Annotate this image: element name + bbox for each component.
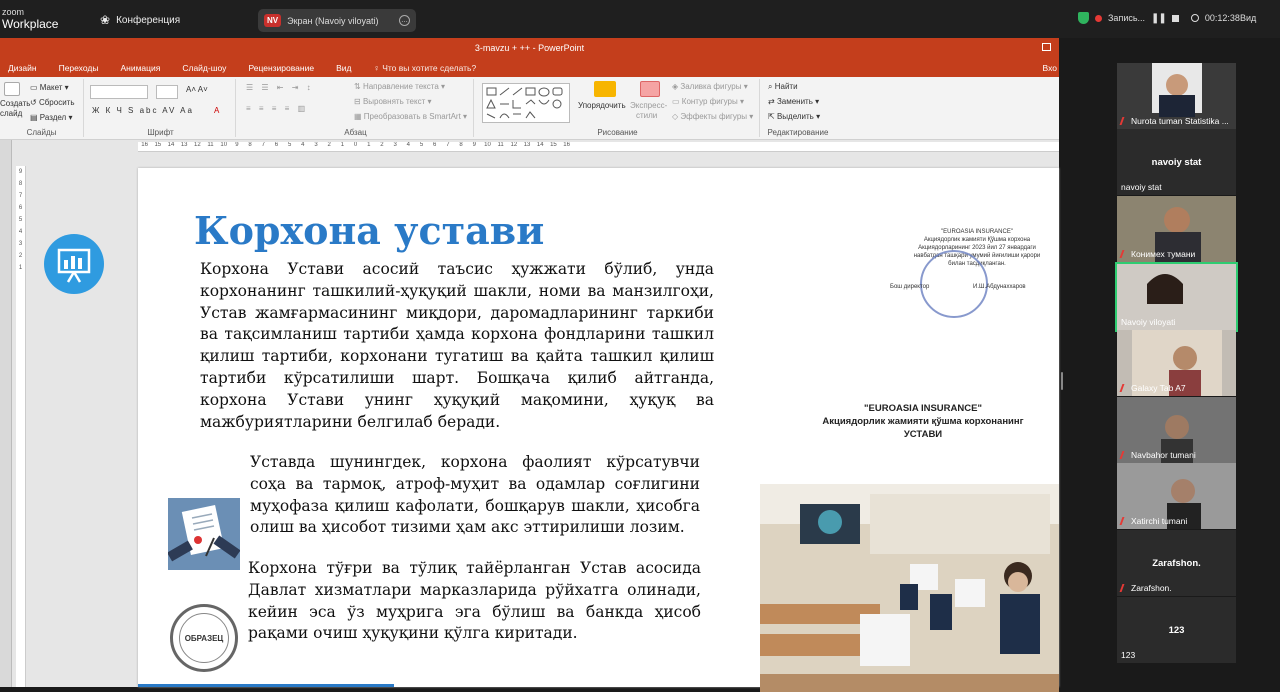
search-icon: ⌕: [768, 82, 773, 91]
mic-muted-icon: [1120, 117, 1130, 125]
tab-slideshow[interactable]: Слайд-шоу: [182, 62, 227, 73]
paragraph-group: [238, 79, 474, 137]
font-group-label: Шрифт: [147, 128, 174, 137]
presentation-board-icon: [44, 234, 104, 294]
slide-paragraph-1: Корхона Устави асосий таъсис ҳужжати бўлиб, унда корхонанинг ташкилий-ҳуқуқий шакли, номи ва манзилгоҳи, Устав жамғармасининг миқдори, даромадларининг таркиби ва тақсимланиш тартиби ҳамда корхона фондларини ташкил қилиш тартиби, корхонани тугатиш ва қайта ташкил қилиш тартиби кўрсатилиши шарт. Бошқача қилиб айтганда, корхона Устави унинг ҳуқуқий мақомини, ҳуқуқ ва мажбуриятларини белгилаб беради.: [200, 260, 714, 431]
recording-status: [1078, 12, 1240, 24]
slide-title: Корхона устави: [194, 208, 545, 253]
share-avatar: NV: [264, 14, 281, 27]
horizontal-ruler: 16 15 14 13 12 11 10 9 8 7 6 5 4 3 2 1 0 1 2 3 4 5 6 7 8 9 10 11 12 13 14 15 16: [138, 142, 1059, 152]
paw-icon: ❀: [100, 13, 111, 27]
slide-thumbnails-pane[interactable]: [0, 140, 12, 687]
zoom-logo: [2, 6, 58, 30]
view-button[interactable]: Вид: [1240, 13, 1257, 23]
mic-muted-icon: [1120, 517, 1130, 525]
tab-transitions[interactable]: Переходы: [58, 62, 99, 73]
record-label: Запись...: [1108, 13, 1146, 23]
align-text-button[interactable]: ⊟ Выровнять текст ▾: [354, 97, 432, 106]
mic-muted-icon: [1120, 451, 1130, 459]
mic-muted-icon: [1120, 584, 1130, 592]
shape-outline-button[interactable]: ▭ Контур фигуры ▾: [672, 97, 744, 106]
powerpoint-window: [0, 38, 1059, 687]
font-color-icon[interactable]: A: [214, 106, 220, 115]
quick-styles-label-1[interactable]: Экспресс-: [630, 101, 668, 110]
participant-name-large: navoiy stat: [1151, 157, 1202, 168]
participant-name: Xatirchi tumani: [1121, 516, 1187, 526]
slides-group-label: Слайды: [26, 128, 57, 137]
layout-button[interactable]: ▭ Макет ▾: [30, 83, 69, 92]
contract-illustration: [168, 498, 240, 570]
participant-name: Nurota tuman Statistika ...: [1121, 116, 1229, 126]
sample-stamp-image: [170, 604, 238, 672]
conference-menu[interactable]: [100, 13, 180, 27]
slides-group: [0, 79, 84, 137]
office-illustration: [760, 484, 1059, 692]
ribbon: [0, 77, 1059, 140]
participant-name: Galaxy Tab A7: [1121, 383, 1186, 393]
window-title: 3-mavzu + ++ - PowerPoint: [474, 43, 585, 53]
participant-tile[interactable]: [1117, 129, 1236, 195]
slide-paragraph-3: Корхона тўғри ва тўлиқ тайёрланган Устав асосида Давлат хизматлари марказларида рўйхатга олинади, кейин эса ўз муҳрига эга бўлиш ва банкда ҳисоб рақами очиш ҳуқуқини қўлга киритади.: [248, 559, 701, 643]
participant-name-large: Zarafshon.: [1152, 558, 1201, 569]
zoom-top-bar: [0, 0, 1280, 38]
participant-tile[interactable]: [1117, 63, 1236, 129]
arrange-button[interactable]: Упорядочить: [578, 101, 626, 110]
grow-font-icon[interactable]: A˄ A˅: [186, 85, 208, 94]
more-icon[interactable]: …: [401, 17, 408, 24]
participant-tile[interactable]: [1117, 597, 1236, 663]
restore-icon[interactable]: [1042, 43, 1051, 51]
new-slide-label[interactable]: Создать: [0, 99, 31, 108]
participant-tile[interactable]: [1117, 397, 1236, 463]
participant-tile[interactable]: [1117, 530, 1236, 596]
participant-name: Zarafshon.: [1121, 583, 1172, 593]
mic-muted-icon: [1120, 384, 1130, 392]
charter-caption: "EUROASIA INSURANCE" Акциядорлик жамияти қўшма корхонанинг УСТАВИ: [822, 403, 1024, 440]
participant-name: 123: [1121, 650, 1136, 660]
slide-paragraph-2: Уставда шунингдек, корхона фаолият кўрсатувчи соҳа ва тармоқ, атроф-муҳит ва одамлар соғлигини муҳофаза қилиш кафолати, бошқарув шакли, ҳисобга олиш ва ҳисобот тизими ҳам акс эттирилиши лозим.: [250, 453, 700, 537]
zoom-logo-line1: zoom: [2, 7, 25, 17]
participant-name: Конимех тумани: [1121, 249, 1195, 259]
zoom-logo-line2: Workplace: [2, 17, 59, 31]
new-slide-label-2[interactable]: слайд: [0, 109, 23, 118]
participant-tile[interactable]: [1117, 196, 1236, 262]
shape-effects-button[interactable]: ◇ Эффекты фигуры ▾: [672, 112, 754, 121]
contract-signing-image: [168, 498, 240, 570]
shield-icon: [1078, 12, 1089, 24]
reset-button[interactable]: ↺ Сбросить: [30, 98, 75, 107]
stop-icon[interactable]: [1172, 15, 1179, 22]
slide-canvas[interactable]: [138, 168, 1059, 687]
list-buttons[interactable]: ☰ ☰ ⇤ ⇥ ↕: [246, 83, 314, 92]
participant-name: Navbahor tumani: [1121, 450, 1196, 460]
presentation-icon: [44, 234, 104, 294]
find-button[interactable]: ⌕ Найти: [768, 82, 798, 91]
drawing-group: [476, 79, 760, 137]
replace-button[interactable]: ⇄ Заменить ▾: [768, 97, 820, 106]
stamp-label: ОБРАЗЕЦ: [184, 633, 224, 643]
conference-label: Конференция: [116, 14, 181, 26]
charter-approval-text: "EUROASIA INSURANCE" Акциядорлик жамияти Қўшма корхона Акциядорларининг 2023 йил 27 январдаги навбатдан ташқари умумий йиғилиши қарори билан тасдиқланган.: [913, 229, 1041, 267]
mic-muted-icon: [1120, 250, 1130, 258]
tab-view[interactable]: Вид: [336, 62, 352, 73]
paragraph-group-label: Абзац: [344, 128, 367, 137]
font-family-select[interactable]: [90, 85, 148, 99]
shape-fill-button[interactable]: ◈ Заливка фигуры ▾: [672, 82, 748, 91]
participant-tile[interactable]: [1117, 330, 1236, 396]
quick-styles-label-2[interactable]: стили: [636, 111, 658, 120]
director-signature-line: Бош директор И.Ш.Абдунаххаров: [890, 284, 1026, 290]
timer-dot-icon: [1191, 14, 1199, 22]
tell-me-search[interactable]: [373, 63, 476, 73]
screen-share-pill[interactable]: [258, 9, 416, 32]
tab-animation[interactable]: Анимация: [120, 62, 161, 73]
pause-icon[interactable]: ❚❚: [1151, 12, 1166, 24]
participant-name: navoiy stat: [1121, 182, 1162, 192]
panel-resize-handle[interactable]: [1061, 372, 1063, 390]
participant-tile[interactable]: [1117, 463, 1236, 529]
font-group: [86, 79, 236, 137]
vertical-ruler: 9 8 7 6 5 4 3 2 1: [16, 166, 26, 687]
ribbon-tabs: [0, 58, 1059, 77]
editing-group-label: Редактирование: [767, 128, 829, 137]
arrange-icon[interactable]: [594, 81, 616, 97]
tab-review[interactable]: Рецензирование: [248, 62, 315, 73]
lightbulb-icon: ♀: [373, 62, 380, 73]
tell-me-label: Что вы хотите сделать?: [382, 62, 477, 73]
font-size-select[interactable]: [156, 85, 178, 99]
quick-styles-icon[interactable]: [640, 81, 660, 97]
participant-tile-active[interactable]: [1117, 264, 1236, 330]
drawing-group-label: Рисование: [597, 128, 638, 137]
section-button[interactable]: ▤ Раздел ▾: [30, 113, 73, 122]
new-slide-icon[interactable]: [4, 82, 20, 96]
participant-name: Navoiy viloyati: [1121, 317, 1176, 327]
sign-in-link[interactable]: Вхо: [1042, 62, 1057, 73]
smartart-button[interactable]: ▦ Преобразовать в SmartArt ▾: [354, 112, 468, 121]
meeting-timer: 00:12:38: [1204, 13, 1240, 23]
participant-name-large: 123: [1168, 625, 1185, 636]
tab-design[interactable]: Дизайн: [8, 62, 37, 73]
editing-group: [762, 79, 834, 137]
office-photo: [760, 484, 1059, 692]
shapes-gallery[interactable]: [482, 83, 570, 123]
text-direction-button[interactable]: ⇅ Направление текста ▾: [354, 82, 446, 91]
select-button[interactable]: ⇱ Выделить ▾: [768, 112, 821, 121]
shapes-gallery-icons: [483, 84, 569, 122]
window-titlebar: [0, 38, 1059, 58]
share-label: Экран (Navoiy viloyati): [287, 15, 379, 26]
record-icon: [1095, 15, 1102, 22]
align-buttons[interactable]: ≡ ≡ ≡ ≡ ▥: [246, 104, 309, 113]
font-format-buttons[interactable]: Ж К Ч S abc AV Aa: [92, 106, 194, 115]
